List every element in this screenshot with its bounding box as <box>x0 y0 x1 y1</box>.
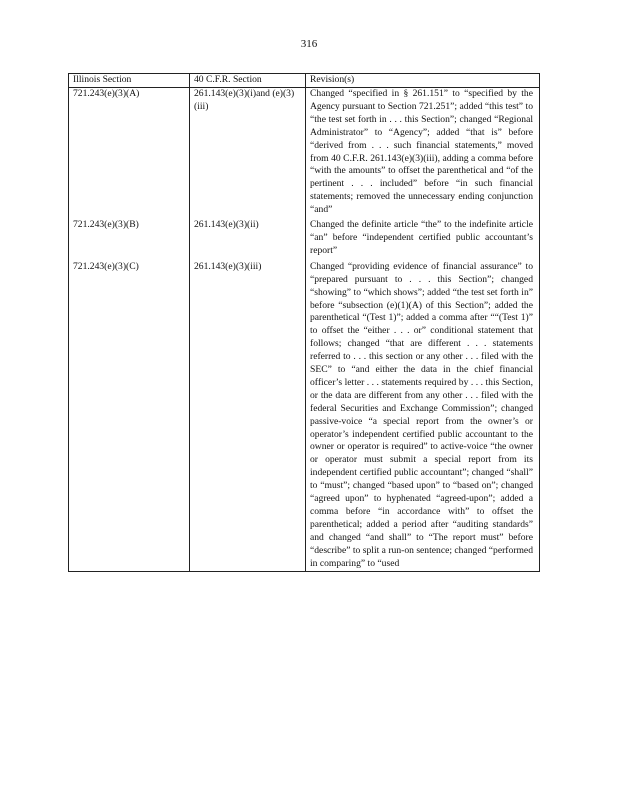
cfr-section-cell: 261.143(e)(3)(ii) <box>190 219 306 261</box>
revision-cell: Changed “specified in § 261.151” to “specified by the Agency pursuant to Section 721.251”; added “this test” to “the test set forth in . . . this Section”; changed “Regional Administrator” to “Agency”; added “that is” before “derived from . . . such financial statements,” moved from 40 C.F.R. 261.143(e)(3)(iii), adding a comma before “with the amounts” to offset the parenthetical and “of the pertinent . . . included” before “in such financial statements; removed the unnecessary ending conjunction “and” <box>306 88 540 220</box>
page-number: 316 <box>300 38 318 50</box>
header-revisions: Revision(s) <box>306 74 540 88</box>
revision-cell: Changed the definite article “the” to the indefinite article “an” before “independent certified public accountant’s report” <box>306 219 540 261</box>
illinois-section-cell: 721.243(e)(3)(C) <box>69 261 190 571</box>
table-row <box>69 219 540 261</box>
revision-cell: Changed “providing evidence of financial assurance” to “prepared pursuant to . . . this Section”; changed “showing” to “which shows”; added “the test set forth in” before “subsection (e)(1)(A) of this Section”; added the parenthetical “(Test 1)”; added a comma after ““(Test 1)” to offset the “either . . . or” conditional statement that follows; changed “that are different . . . statements referred to . . . this section or any other . . . filed with the SEC” to “and either the data in the chief financial officer’s letter . . . statements required by . . . this Section, or the data are different from any other . . . filed with the federal Securities and Exchange Commission”; changed passive-voice “a special report from the owner’s or operator’s independent certified public accountant to the owner or operator is required” to active-voice “the owner or operator must submit a special report from its independent certified public accountant”; changed “shall” to “must”; changed “based upon” to “based on”; changed “agreed upon” to hyphenated “agreed-upon”; added a comma before “in accordance with” to offset the parenthetical; added a period after “auditing standards” and changed “and shall” to “The report must” before “describe” to split a run-on sentence; changed “performed in comparing” to “used <box>306 261 540 571</box>
table-row <box>69 88 540 220</box>
header-illinois-section: Illinois Section <box>69 74 190 88</box>
illinois-section-cell: 721.243(e)(3)(A) <box>69 88 190 220</box>
table-row <box>69 261 540 571</box>
cfr-section-cell: 261.143(e)(3)(iii) <box>190 261 306 571</box>
table-header-row <box>69 74 540 88</box>
cfr-section-cell: 261.143(e)(3)(i)and (e)(3)(iii) <box>190 88 306 220</box>
revisions-table <box>68 73 540 572</box>
header-cfr-section: 40 C.F.R. Section <box>190 74 306 88</box>
illinois-section-cell: 721.243(e)(3)(B) <box>69 219 190 261</box>
